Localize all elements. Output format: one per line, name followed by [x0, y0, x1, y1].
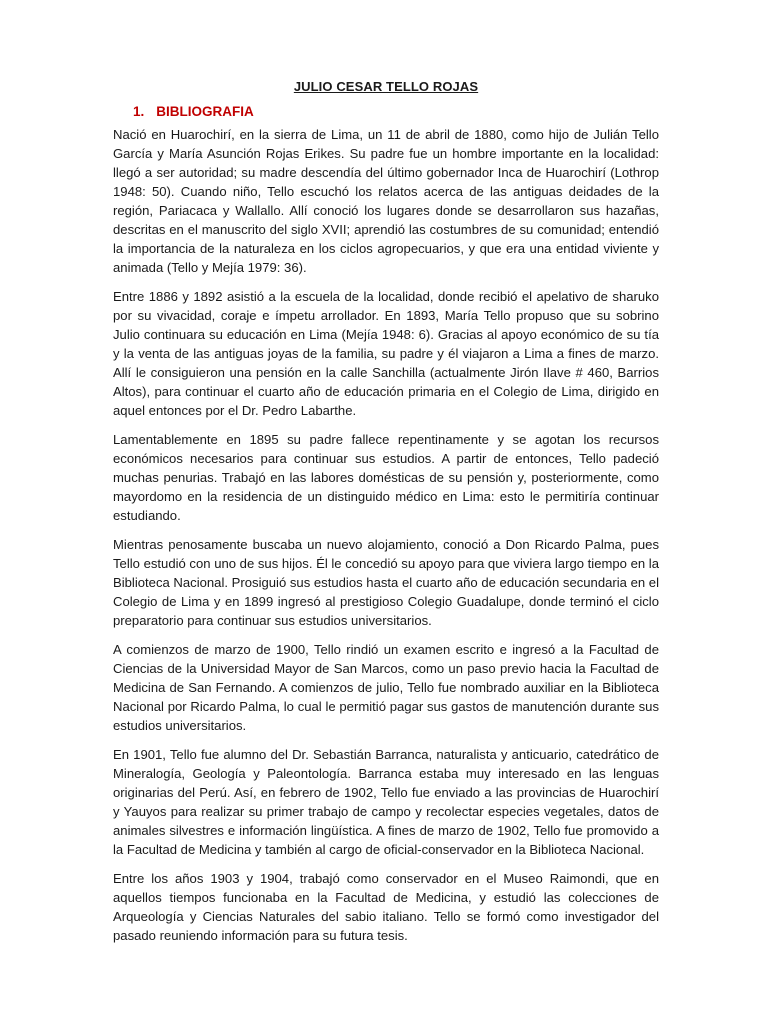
- document-body: [113, 79, 659, 955]
- section-heading: [113, 104, 659, 119]
- paragraph-barranca: En 1901, Tello fue alumno del Dr. Sebastián Barranca, naturalista y anticuario, catedrático de Mineralogía, Geología y Paleontología. Barranca estaba muy interesado en las lenguas originarias del Perú. Así, en febrero de 1902, Tello fue enviado a las provincias de Huarochirí y Yauyos para realizar su primer trabajo de campo y recolectar especies vegetales, datos de animales silvestres e información lingüística. A fines de marzo de 1902, Tello fue promovido a la Facultad de Medicina y también al cargo de oficial-conservador en la Biblioteca Nacional.: [113, 747, 659, 857]
- paragraph-museo-raimondi: Entre los años 1903 y 1904, trabajó como conservador en el Museo Raimondi, que en aquellos tiempos funcionaba en la Facultad de Medicina, y estudió las colecciones de Arqueología y Ciencias Naturales del sabio italiano. Tello se formó como investigador del pasado reuniendo información para su futura tesis.: [113, 871, 659, 943]
- section-number: 1.: [133, 104, 145, 119]
- document-title: JULIO CESAR TELLO ROJAS: [293, 79, 479, 94]
- paragraph-birth: Nació en Huarochirí, en la sierra de Lima, un 11 de abril de 1880, como hijo de Julián Tello García y María Asunción Rojas Erikes. Su padre fue un hombre importante en la localidad: llegó a ser autoridad; su madre descendía del último gobernador Inca de Huarochirí (Lothrop 1948: 50). Cuando niño, Tello escuchó los relatos acerca de las antiguas deidades de la región, Pariacaca y Wallallo. Allí conoció los lugares donde se desarrollaron sus hazañas, descritas en el manuscrito del siglo XVII; aprendió las costumbres de su comunidad; entendió la importancia de la naturaleza en los ciclos agropecuarios, y que era una entidad viviente y animada (Tello y Mejía 1979: 36).: [113, 127, 659, 275]
- section-heading-text: BIBLIOGRAFIA: [156, 104, 254, 119]
- paragraph-university: A comienzos de marzo de 1900, Tello rindió un examen escrito e ingresó a la Facultad de Ciencias de la Universidad Mayor de San Marcos, como un paso previo hacia la Facultad de Medicina de San Fernando. A comienzos de julio, Tello fue nombrado auxiliar en la Biblioteca Nacional por Ricardo Palma, lo cual le permitió pagar sus gastos de manutención durante sus estudios universitarios.: [113, 642, 659, 733]
- paragraph-ricardo-palma: Mientras penosamente buscaba un nuevo alojamiento, conoció a Don Ricardo Palma, pues Tello estudió con uno de sus hijos. Él le concedió su apoyo para que viviera largo tiempo en la Biblioteca Nacional. Prosiguió sus estudios hasta el cuarto año de educación secundaria en el Colegio de Lima y en 1899 ingresó al prestigioso Colegio Guadalupe, donde terminó el ciclo preparatorio para continuar sus estudios universitarios.: [113, 537, 659, 628]
- paragraph-hardship: Lamentablemente en 1895 su padre fallece repentinamente y se agotan los recursos económicos necesarios para continuar sus estudios. A partir de entonces, Tello padeció muchas penurias. Trabajó en las labores domésticas de su pensión y, posteriormente, como mayordomo en la residencia de un distinguido médico en Lima: esto le permitiría continuar estudiando.: [113, 432, 659, 523]
- paragraph-schooling: Entre 1886 y 1892 asistió a la escuela de la localidad, donde recibió el apelativo de sharuko por su vivacidad, coraje e ímpetu arrollador. En 1893, María Tello propuso que su sobrino Julio continuara su educación en Lima (Mejía 1948: 6). Gracias al apoyo económico de su tía y la venta de las antiguas joyas de la familia, su padre y él viajaron a Lima a fines de marzo. Allí le consiguieron una pensión en la calle Sanchilla (actualmente Jirón Ilave # 460, Barrios Altos), para continuar el cuarto año de educación primaria en el Colegio de Lima, dirigido en aquel entonces por el Dr. Pedro Labarthe.: [113, 289, 659, 418]
